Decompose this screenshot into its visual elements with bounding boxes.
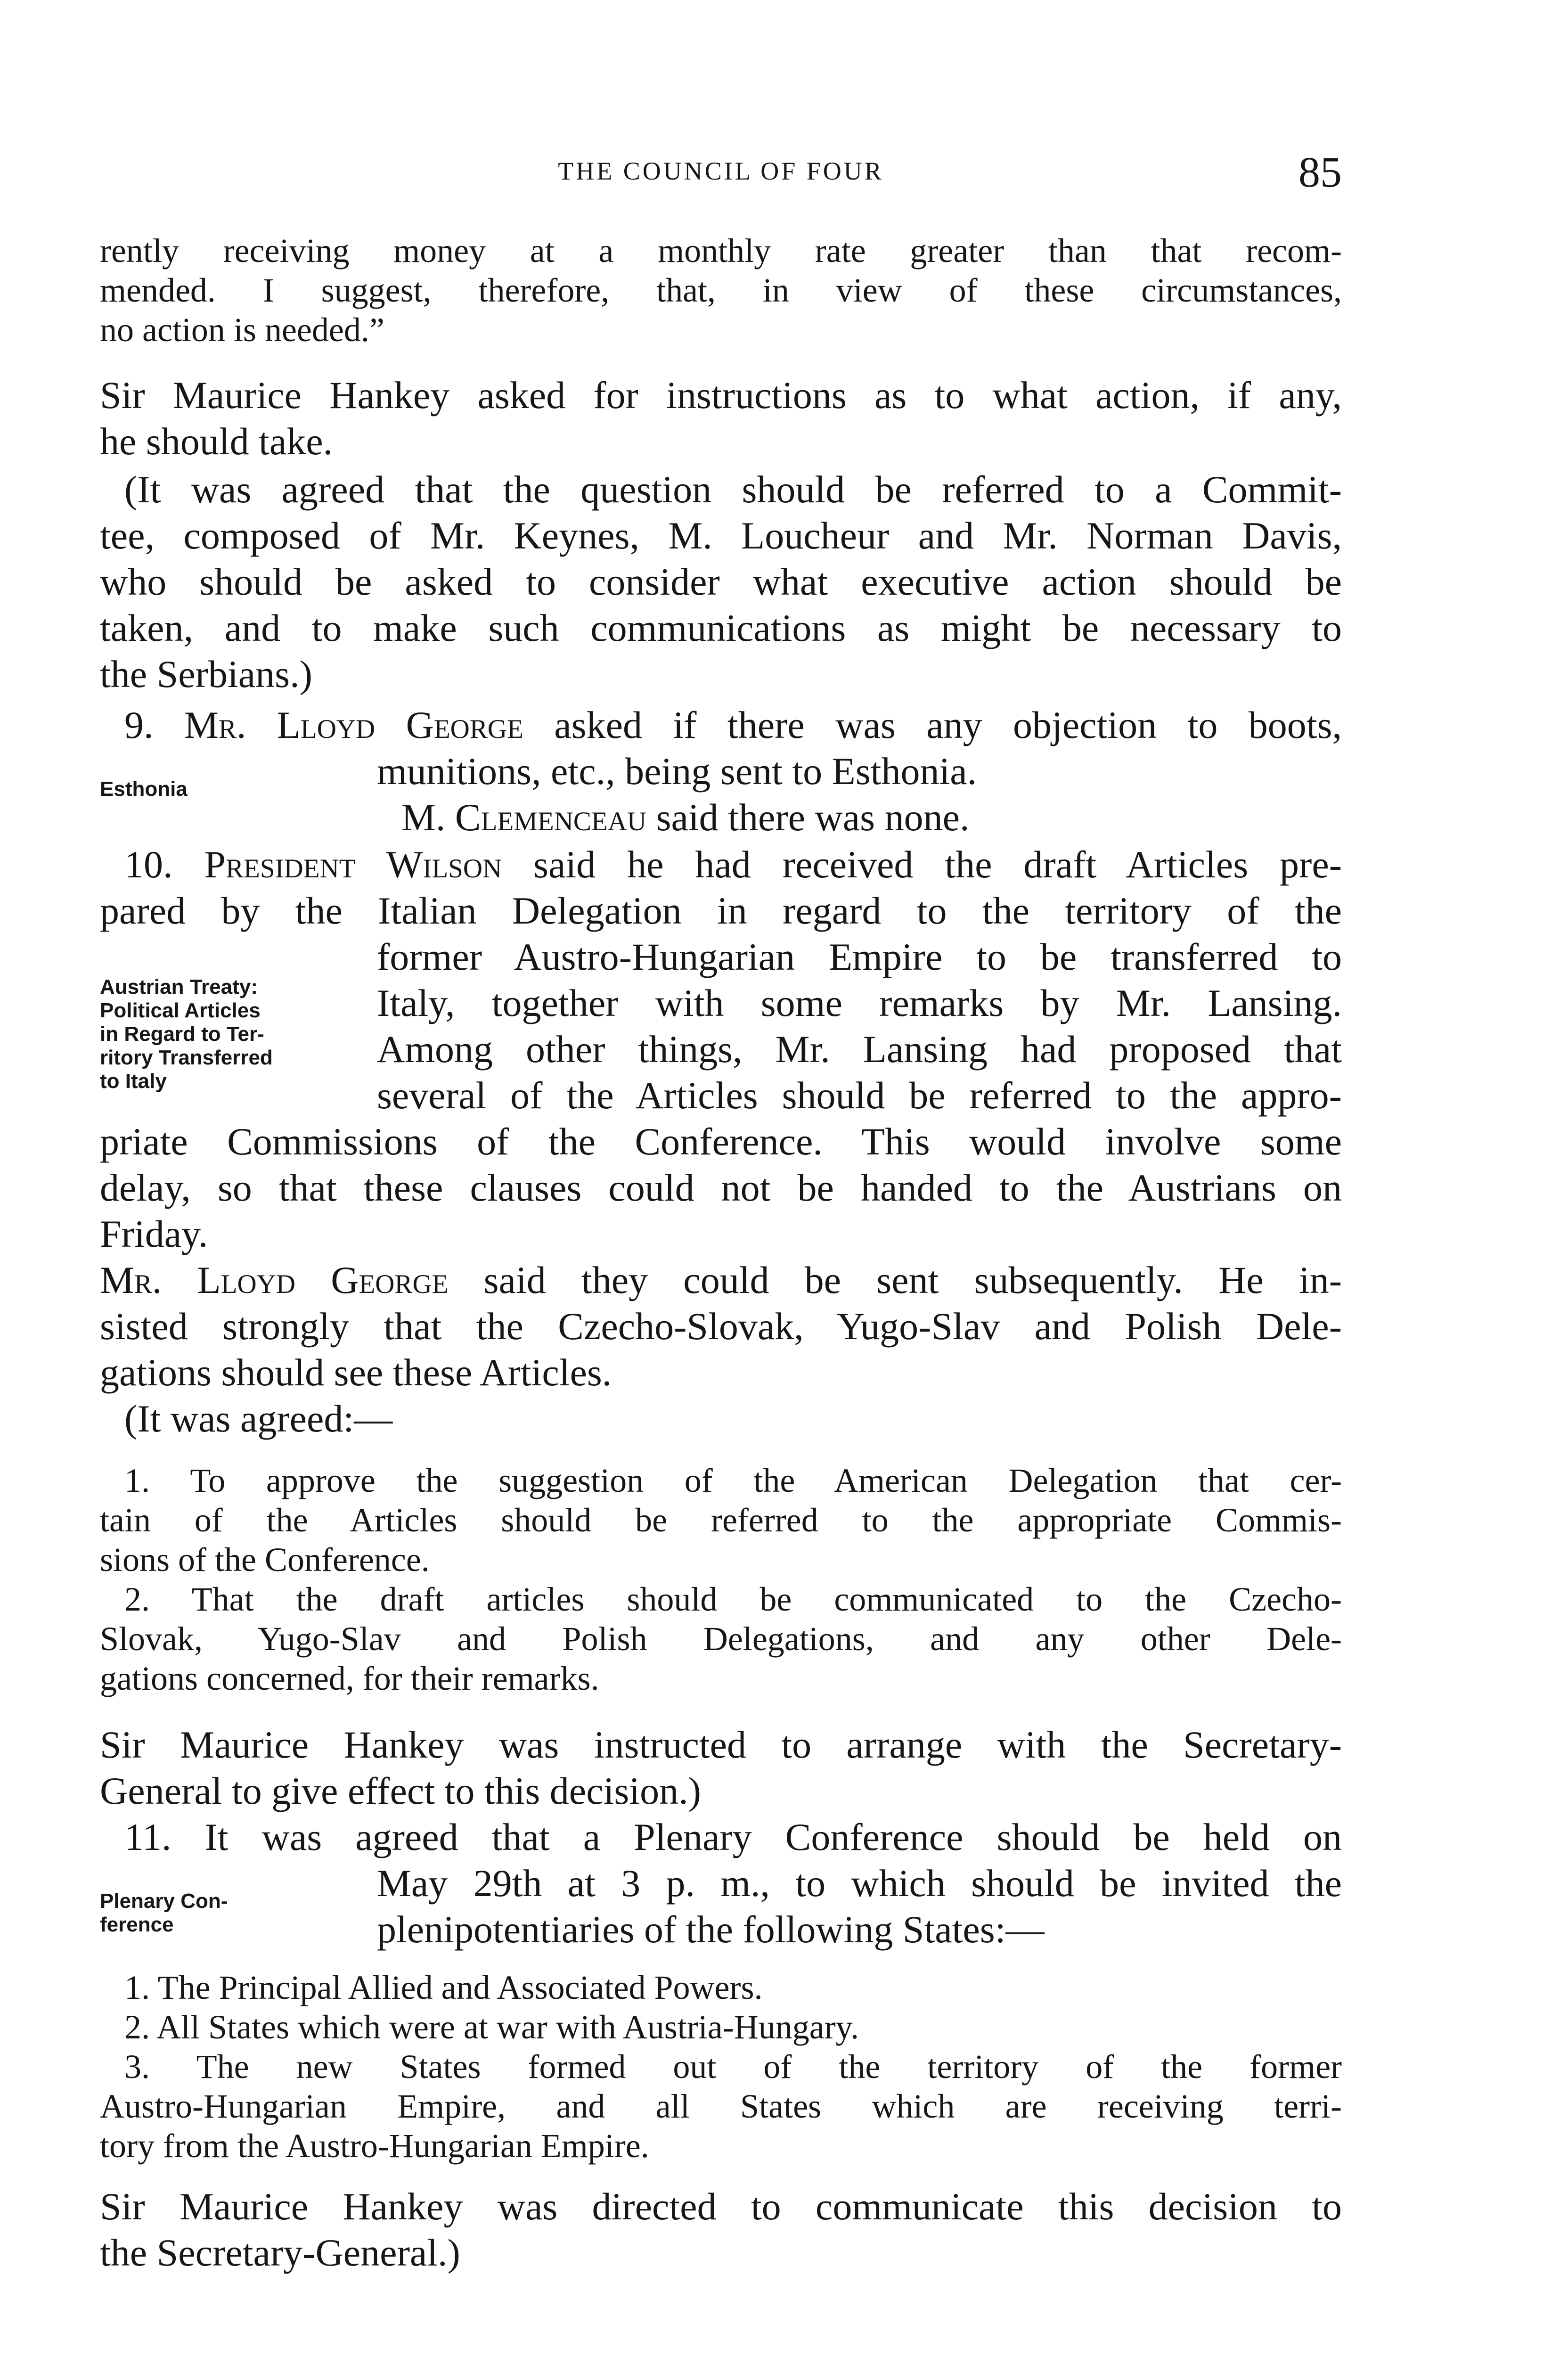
- item-number: 10.: [124, 843, 173, 886]
- list-item: 1. The Principal Allied and Associated Powers.: [124, 1969, 763, 2006]
- text-line: plenipotentiaries of the following States:—: [377, 1908, 1045, 1951]
- text-line: Austro-Hungarian Empire, and all States which are receiving terri-: [100, 2087, 1342, 2125]
- speaker-name: M. Clemenceau: [401, 796, 647, 839]
- text-line: Sir Maurice Hankey was instructed to arrange with the Secretary-: [100, 1723, 1342, 1766]
- item-9-continuation: [377, 748, 1342, 841]
- item-text: said they could be sent subsequently. He in-: [483, 1259, 1342, 1301]
- text-line: several of the Articles should be referred to the appro-: [377, 1074, 1342, 1117]
- text-line: tee, composed of Mr. Keynes, M. Loucheur and Mr. Norman Davis,: [100, 514, 1342, 557]
- paragraph-hankey-arrange: [100, 1722, 1342, 1814]
- list-item: 1. To approve the suggestion of the American Delegation that cer-: [124, 1462, 1342, 1499]
- text-line: the Serbians.): [100, 653, 312, 695]
- text-line: tain of the Articles should be referred to the appropriate Commis-: [100, 1501, 1342, 1539]
- margin-note-austrian-treaty: [100, 975, 273, 1093]
- text-line: no action is needed.”: [100, 311, 384, 349]
- text-line: 11. It was agreed that a Plenary Conference should be held on: [124, 1816, 1342, 1858]
- item-10-opening: [100, 842, 1342, 934]
- item-number: 9.: [124, 704, 154, 746]
- text-line: mended. I suggest, therefore, that, in view of these circumstances,: [100, 271, 1342, 309]
- speaker-name: Mr. Lloyd George: [100, 1259, 449, 1301]
- item-text: said there was none.: [656, 796, 970, 839]
- text-line: sisted strongly that the Czecho-Slovak, Yugo-Slav and Polish Dele-: [100, 1305, 1342, 1348]
- speaker-name: President Wilson: [204, 843, 502, 886]
- paragraph-hankey-instructions: [100, 372, 1342, 465]
- item-11-wrapped-text: [377, 1860, 1342, 1953]
- text-line: gations concerned, for their remarks.: [100, 1660, 599, 1697]
- paragraph-committee-agreed: [100, 466, 1342, 697]
- list-item: 2. All States which were at war with Austria-Hungary.: [124, 2008, 859, 2046]
- text-line: sions of the Conference.: [100, 1541, 430, 1579]
- item-9-first-line: [100, 702, 1342, 748]
- text-line: Slovak, Yugo-Slav and Polish Delegations, and any other Dele-: [100, 1620, 1342, 1658]
- text-line: (It was agreed that the question should be referred to a Commit-: [124, 468, 1342, 511]
- item-11-first-line: [100, 1814, 1342, 1860]
- margin-note-line: ference: [100, 1913, 174, 1936]
- paragraph-lloyd-george: [100, 1257, 1342, 1396]
- margin-note-line: Political Articles: [100, 999, 261, 1022]
- text-line: former Austro-Hungarian Empire to be transferred to: [377, 935, 1342, 978]
- text-line: delay, so that these clauses could not be handed to the Austrians on: [100, 1166, 1342, 1209]
- paragraph-quote-end: [100, 231, 1342, 350]
- invited-states-list: [100, 1968, 1342, 2166]
- margin-note-line: Plenary Con-: [100, 1890, 228, 1913]
- text-line: (It was agreed:—: [124, 1397, 393, 1440]
- speaker-name: Mr. Lloyd George: [184, 704, 523, 746]
- text-line: he should take.: [100, 420, 333, 463]
- page-header: [100, 147, 1342, 199]
- text-line: pared by the Italian Delegation in regard to the territory of the: [100, 889, 1342, 932]
- margin-note-line: in Regard to Ter-: [100, 1023, 264, 1046]
- text-line: Sir Maurice Hankey was directed to communicate this decision to: [100, 2185, 1342, 2228]
- text-line: taken, and to make such communications as might be necessary to: [100, 606, 1342, 649]
- text-line: May 29th at 3 p. m., to which should be invited the: [377, 1862, 1342, 1905]
- text-line: Friday.: [100, 1212, 208, 1255]
- item-text: asked if there was any objection to boots,: [554, 704, 1342, 746]
- margin-note-line: to Italy: [100, 1070, 167, 1093]
- item-10-wrapped-text: [377, 934, 1342, 1119]
- text-line: Sir Maurice Hankey asked for instructions as to what action, if any,: [100, 374, 1342, 417]
- text-line: priate Commissions of the Conference. This would involve some: [100, 1120, 1342, 1163]
- margin-note-line: Austrian Treaty:: [100, 975, 258, 998]
- item-text: said he had received the draft Articles pre-: [533, 843, 1342, 886]
- text-line: Among other things, Mr. Lansing had proposed that: [377, 1028, 1342, 1071]
- text-line: tory from the Austro-Hungarian Empire.: [100, 2127, 649, 2165]
- margin-note-plenary-conference: [100, 1890, 228, 1937]
- text-line: rently receiving money at a monthly rate greater than that recom-: [100, 232, 1342, 270]
- margin-note-line: ritory Transferred: [100, 1046, 273, 1069]
- text-line: who should be asked to consider what executive action should be: [100, 560, 1342, 603]
- margin-note-esthonia: Esthonia: [100, 777, 188, 801]
- paragraph-hankey-directed: [100, 2184, 1342, 2276]
- text-line: gations should see these Articles.: [100, 1351, 612, 1394]
- running-head: THE COUNCIL OF FOUR: [558, 157, 884, 185]
- list-item: 2. That the draft articles should be communicated to the Czecho-: [124, 1580, 1342, 1618]
- text-line: Italy, together with some remarks by Mr. Lansing.: [377, 982, 1342, 1024]
- text-line: General to give effect to this decision.): [100, 1769, 701, 1812]
- paragraph-agreed: [100, 1396, 1342, 1442]
- page-number: 85: [1298, 148, 1342, 196]
- resolution-list: [100, 1461, 1342, 1698]
- text-line: munitions, etc., being sent to Esthonia.: [377, 750, 977, 793]
- list-item: 3. The new States formed out of the territory of the former: [124, 2048, 1342, 2086]
- item-10-continuation: [100, 1119, 1342, 1257]
- text-line: the Secretary-General.): [100, 2231, 460, 2274]
